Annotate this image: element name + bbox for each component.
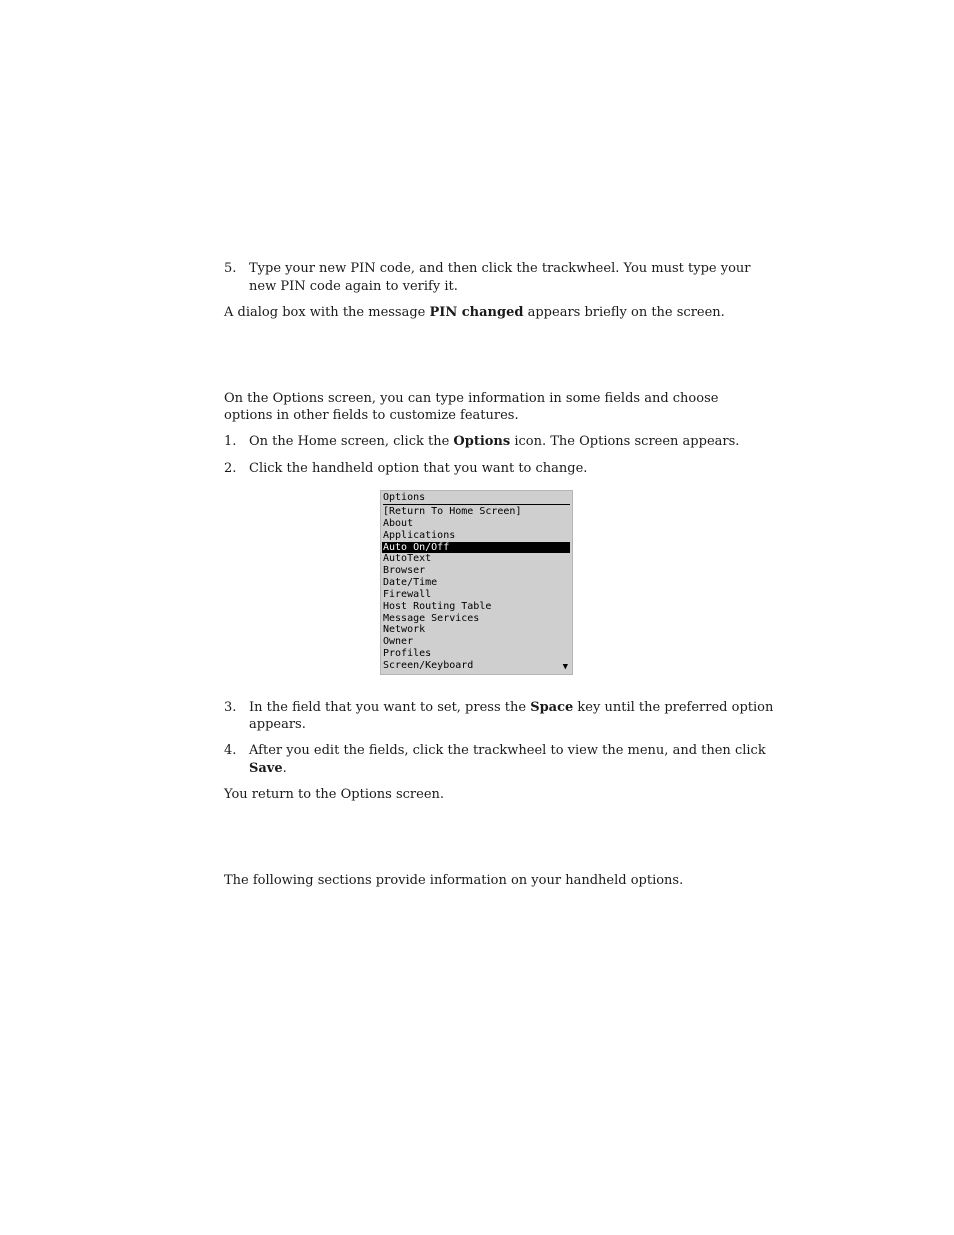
- step-3-text-line1: [249, 699, 773, 717]
- step-4-text-line1: After you edit the fields, click the trackwheel to view the menu, and then click: [249, 743, 766, 758]
- options-list-item[interactable]: Firewall: [383, 588, 432, 600]
- step-5-text-line1: Type your new PIN code, and then click the trackwheel. You must type your: [249, 261, 751, 276]
- options-list-item[interactable]: Message Services: [383, 612, 480, 624]
- options-list: [382, 506, 570, 672]
- options-screen-screenshot: [380, 490, 573, 675]
- step-4-post: .: [282, 761, 287, 776]
- options-list-item[interactable]: Auto On/Off: [382, 542, 570, 554]
- step-3-post: key until the preferred option: [573, 700, 774, 715]
- step-3-bold: Space: [530, 700, 574, 715]
- options-list-item[interactable]: [Return To Home Screen]: [383, 506, 522, 517]
- options-list-item[interactable]: Owner: [383, 636, 414, 648]
- options-list-item[interactable]: Date/Time: [383, 577, 438, 589]
- options-list-item[interactable]: Profiles: [383, 648, 432, 660]
- options-list-item[interactable]: Screen/Keyboard: [383, 659, 474, 671]
- step-1-number: 1.: [224, 434, 237, 449]
- scroll-down-arrow-icon: ▼: [562, 662, 568, 672]
- options-list-item[interactable]: Host Routing Table: [383, 600, 492, 612]
- options-list-item[interactable]: Network: [383, 624, 426, 636]
- dialog-note-bold: PIN changed: [429, 305, 524, 320]
- options-list-item[interactable]: AutoText: [383, 553, 432, 565]
- step-2-number: 2.: [224, 461, 237, 476]
- sections-note: The following sections provide information on your handheld options.: [224, 873, 684, 888]
- step-3-number: 3.: [224, 700, 237, 715]
- step-4-text-line2: [249, 760, 287, 778]
- step-1-post: icon. The Options screen appears.: [510, 434, 740, 449]
- intro-line2: options in other fields to customize features.: [224, 408, 519, 423]
- step-3-pre: In the field that you want to set, press the: [249, 700, 531, 715]
- options-screen-title: Options: [383, 492, 426, 503]
- step-1-pre: On the Home screen, click the: [249, 434, 454, 449]
- step-4-number: 4.: [224, 743, 237, 758]
- options-list-item[interactable]: Applications: [383, 529, 456, 541]
- title-divider: [383, 504, 570, 505]
- dialog-note: [224, 304, 725, 322]
- step-4-bold: Save: [249, 761, 283, 776]
- dialog-note-post: appears briefly on the screen.: [523, 305, 725, 320]
- step-1-bold: Options: [453, 434, 511, 449]
- return-note: You return to the Options screen.: [224, 787, 445, 802]
- intro-line1: On the Options screen, you can type information in some fields and choose: [224, 391, 719, 406]
- options-list-item[interactable]: Browser: [383, 565, 426, 577]
- step-5-number: 5.: [224, 261, 237, 276]
- step-2-text: Click the handheld option that you want to change.: [249, 461, 588, 476]
- step-5-text-line2: new PIN code again to verify it.: [249, 279, 458, 294]
- step-1-text: [249, 433, 739, 451]
- step-3-text-line2: appears.: [249, 717, 306, 732]
- dialog-note-pre: A dialog box with the message: [224, 305, 430, 320]
- options-list-item[interactable]: About: [383, 517, 414, 529]
